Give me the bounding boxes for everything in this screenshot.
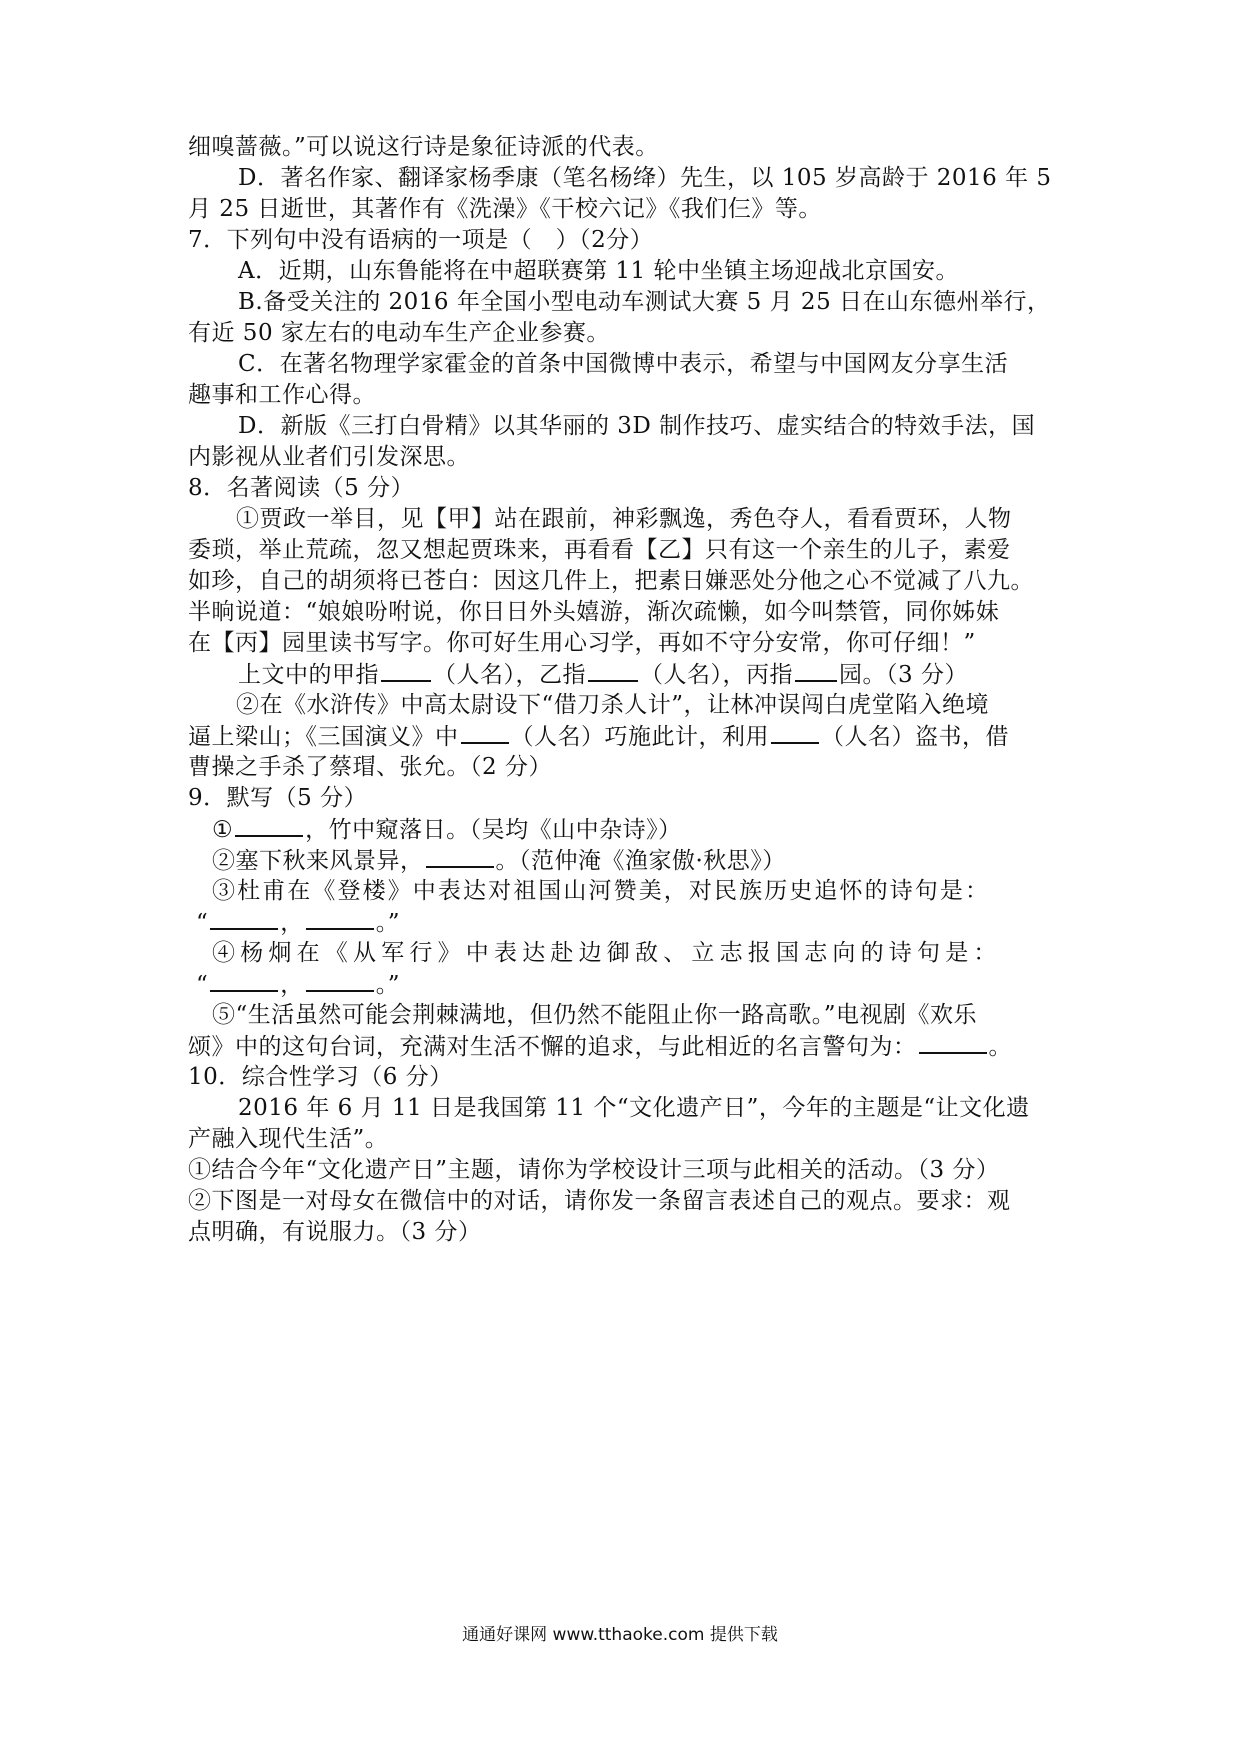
text-line: 有近 50 家左右的电动车生产企业参赛。: [188, 320, 610, 346]
answer-blank[interactable]: [306, 906, 374, 930]
text-line: 点明确，有说服力。（3 分）: [188, 1219, 482, 1245]
text-line: 2016 年 6 月 11 日是我国第 11 个“文化遗产日”，今年的主题是“让文化遗: [238, 1095, 1030, 1121]
option-line: D．新版《三打白骨精》以其华丽的 3D 制作技巧、虚实结合的特效手法，国: [238, 413, 1036, 439]
text-line: ②在《水浒传》中高太尉设下“借刀杀人计”，让林冲误闯白虎堂陷入绝境: [236, 692, 990, 718]
answer-blank[interactable]: [919, 1030, 987, 1054]
text-segment: 。（范仲淹《渔家傲·秋思》）: [495, 848, 786, 874]
answer-blank[interactable]: [426, 844, 494, 868]
footer-watermark: 通通好课网 www.tthaoke.com 提供下载: [462, 1625, 778, 1645]
text-segment: 上文中的甲指: [238, 662, 379, 688]
text-line: ①贾政一举目，见【甲】站在跟前，神彩飘逸，秀色夺人，看看贾环，人物: [236, 506, 1012, 532]
text-line: 产融入现代生活”。: [188, 1126, 389, 1152]
text-segment: 。”: [375, 910, 401, 936]
fill-in-line: [196, 968, 1240, 1001]
fill-in-line: [212, 813, 1240, 846]
answer-blank[interactable]: [381, 658, 431, 682]
answer-blank[interactable]: [771, 720, 819, 744]
fill-in-line: [188, 1030, 1240, 1063]
text-segment: ，: [280, 910, 304, 936]
text-segment: ①: [212, 817, 234, 843]
text-segment: 逼上梁山；《三国演义》中: [188, 724, 459, 750]
text-segment: 。: [988, 1034, 1012, 1060]
fill-in-line: [196, 906, 1240, 939]
answer-blank[interactable]: [210, 906, 278, 930]
text-line: 在【丙】园里读书写字。你可好生用心习学，再如不守分安常，你可仔细！”: [188, 630, 976, 656]
text-line: D．著名作家、翻译家杨季康（笔名杨绛）先生，以 105 岁高龄于 2016 年 5: [238, 165, 1052, 191]
text-line: ②下图是一对母女在微信中的对话，请你发一条留言表述自己的观点。要求：观: [188, 1188, 1011, 1214]
text-segment: “: [196, 972, 209, 998]
text-line: 月 25 日逝世，其著作有《洗澡》《干校六记》《我们仨》等。: [188, 196, 822, 222]
answer-blank[interactable]: [795, 658, 837, 682]
answer-blank[interactable]: [235, 813, 303, 837]
text-line: 曹操之手杀了蔡瑁、张允。（2 分）: [188, 754, 552, 780]
question-heading: 8．名著阅读（5 分）: [188, 475, 415, 501]
text-segment: 园。（3 分）: [839, 662, 968, 688]
option-line: B.备受关注的 2016 年全国小型电动车测试大赛 5 月 25 日在山东德州举行，: [238, 289, 1051, 315]
answer-blank[interactable]: [210, 968, 278, 992]
text-line: ①结合今年“文化遗产日”主题，请你为学校设计三项与此相关的活动。（3 分）: [188, 1157, 1000, 1183]
text-segment: 。”: [375, 972, 401, 998]
fill-in-line: [238, 658, 1240, 691]
text-segment: （人名），乙指: [433, 662, 586, 688]
text-line: ⑤“生活虽然可能会荆棘满地，但仍然不能阻止你一路高歌。”电视剧《欢乐: [212, 1002, 978, 1028]
text-segment: ，竹中窥落日。（吴均《山中杂诗》）: [305, 817, 682, 843]
text-segment: ，: [280, 972, 304, 998]
text-line: 趣事和工作心得。: [188, 382, 376, 408]
text-line: 细嗅蔷薇。”可以说这行诗是象征诗派的代表。: [188, 134, 659, 160]
text-line: ③杜甫在《登楼》中表达对祖国山河赞美，对民族历史追怀的诗句是：: [212, 878, 991, 904]
option-line: C．在著名物理学家霍金的首条中国微博中表示，希望与中国网友分享生活: [238, 351, 1009, 377]
answer-blank[interactable]: [461, 720, 509, 744]
answer-blank[interactable]: [306, 968, 374, 992]
question-heading: 10．综合性学习（6 分）: [188, 1064, 453, 1090]
text-segment: ②塞下秋来风景异，: [212, 848, 424, 874]
text-segment: 颂》中的这句台词，充满对生活不懈的追求，与此相近的名言警句为：: [188, 1034, 917, 1060]
fill-in-line: [188, 720, 1240, 753]
text-line: 半晌说道：“娘娘吩咐说，你日日外头嬉游，渐次疏懒，如今叫禁管，同你姊妹: [188, 599, 1000, 625]
text-line: 委琐，举止荒疏，忽又想起贾珠来，再看看【乙】只有这一个亲生的儿子，素爱: [188, 537, 1011, 563]
text-segment: “: [196, 910, 209, 936]
text-line: 内影视从业者们引发深思。: [188, 444, 470, 470]
question-heading: 9．默写（5 分）: [188, 785, 368, 811]
answer-blank[interactable]: [588, 658, 638, 682]
option-line: A．近期，山东鲁能将在中超联赛第 11 轮中坐镇主场迎战北京国安。: [238, 258, 959, 284]
text-segment: （人名）盗书，借: [821, 724, 1009, 750]
text-line: 如珍，自己的胡须将已苍白：因这几件上，把素日嫌恶处分他之心不觉减了八九。: [188, 568, 1034, 594]
text-line: ④杨炯在《从军行》中表达赴边御敌、立志报国志向的诗句是：: [212, 940, 1002, 966]
question-heading: 7．下列句中没有语病的一项是（ ）（2分）: [188, 227, 654, 253]
text-segment: （人名），丙指: [640, 662, 793, 688]
text-segment: （人名）巧施此计，利用: [510, 724, 769, 750]
fill-in-line: [212, 844, 1240, 877]
